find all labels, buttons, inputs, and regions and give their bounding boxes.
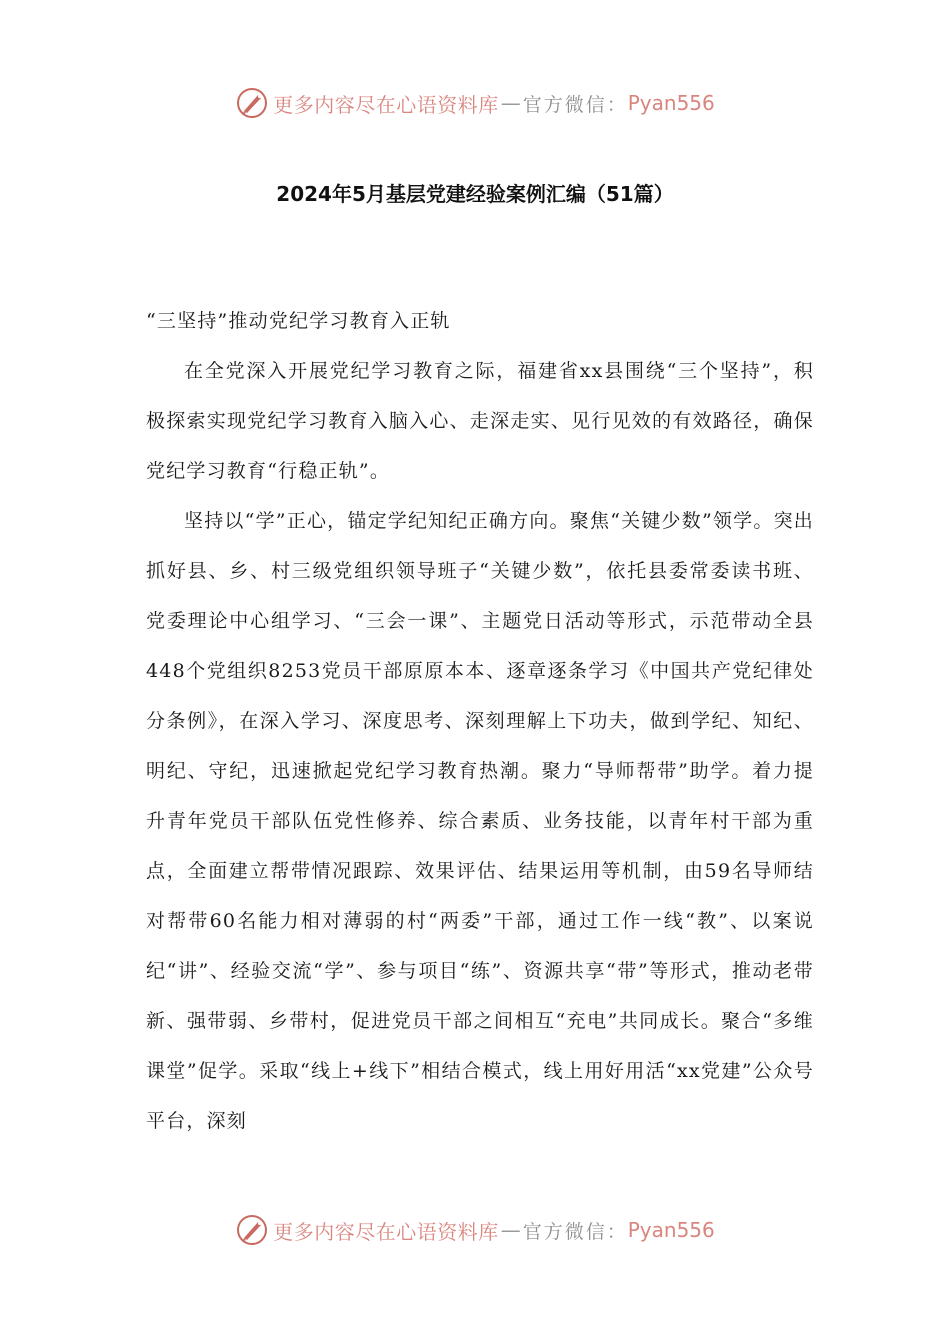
footer-wechat-id: Pyan556: [627, 1218, 715, 1242]
footer-banner: [0, 1210, 950, 1250]
paragraph-body: 坚持以“学”正心，锚定学纪知纪正确方向。聚焦“关键少数”领学。突出抓好县、乡、村三级党组织领导班子“关键少数”，依托县委常委读书班、党委理论中心组学习、“三会一课”、主题党日活动等形式，示范带动全县448个党组织8253党员干部原原本本、逐章逐条学习《中国共产党纪律处分条例》，在深入学习、深度思考、深刻理解上下功夫，做到学纪、知纪、明纪、守纪，迅速掀起党纪学习教育热潮。聚力“导师帮带”助学。着力提升青年党员干部队伍党性修养、综合素质、业务技能，以青年村干部为重点，全面建立帮带情况跟踪、效果评估、结果运用等机制，由59名导师结对帮带60名能力相对薄弱的村“两委”干部，通过工作一线“教”、以案说纪“讲”、经验交流“学”、参与项目“练”、资源共享“带”等形式，推动老带新、强带弱、乡带村，促进党员干部之间相互“充电”共同成长。聚合“多维课堂”促学。采取“线上+线下”相结合模式，线上用好用活“xx党建”公众号平台，深刻: [146, 510, 814, 1132]
footer-dash: —: [500, 1218, 521, 1242]
document-title: 2024年5月基层党建经验案例汇编（51篇）: [276, 182, 674, 206]
footer-slogan: 更多内容尽在心语资料库: [273, 1219, 499, 1244]
banner-dash: —: [500, 91, 521, 115]
pen-logo-icon: [235, 1213, 269, 1247]
section-heading: “三坚持”推动党纪学习教育入正轨: [146, 310, 451, 332]
paragraph-intro: 在全党深入开展党纪学习教育之际，福建省xx县围绕“三个坚持”，积极探索实现党纪学习教育入脑入心、走深走实、见行见效的有效路径，确保党纪学习教育“行稳正轨”。: [146, 360, 814, 482]
banner-wechat-id: Pyan556: [627, 91, 715, 115]
banner-slogan: 更多内容尽在心语资料库: [273, 92, 499, 117]
header-banner: [0, 83, 950, 123]
footer-wechat-label: 官方微信：: [522, 1220, 628, 1243]
pen-logo-icon: [235, 86, 269, 120]
document-body: [146, 296, 814, 1146]
banner-wechat-label: 官方微信：: [522, 93, 628, 116]
